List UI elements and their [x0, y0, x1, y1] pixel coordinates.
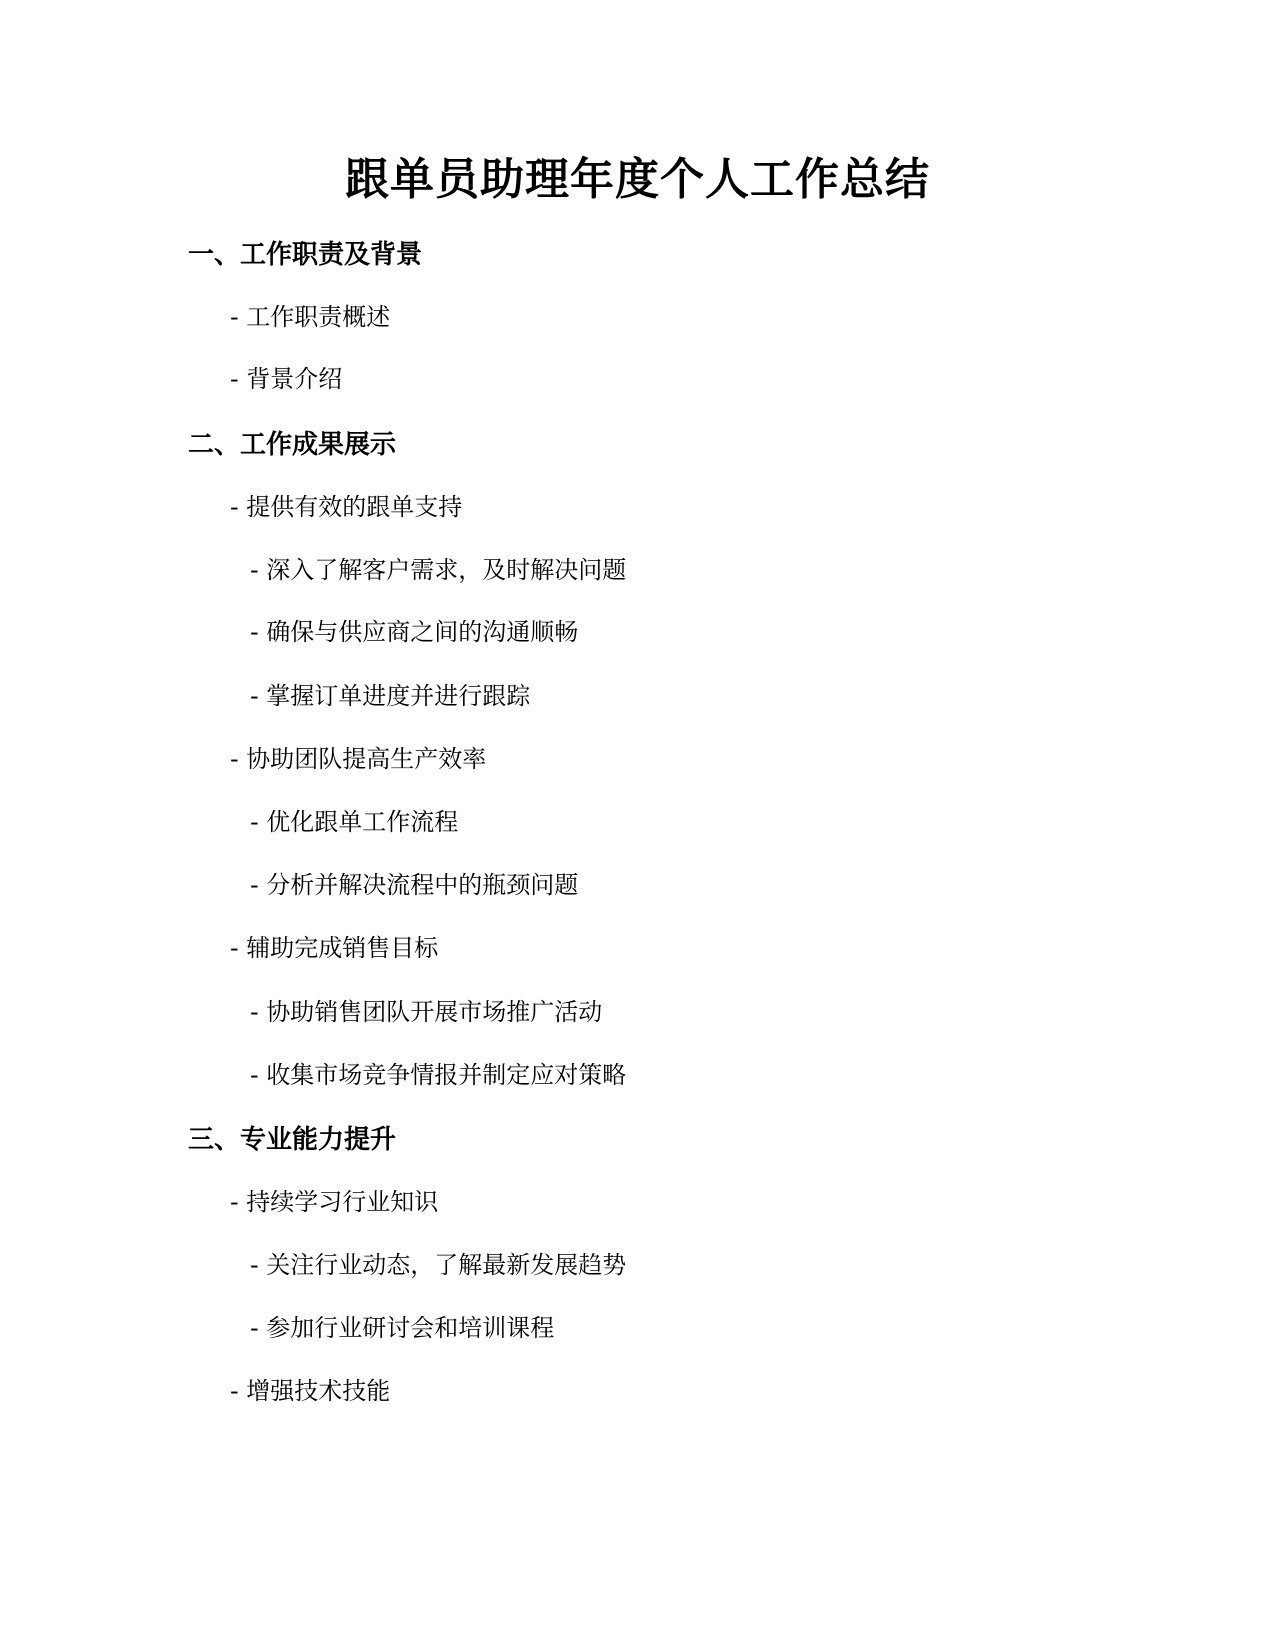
list-item: - 背景介绍 [230, 365, 343, 393]
sub-list-item: - 分析并解决流程中的瓶颈问题 [250, 871, 579, 899]
sub-list-item: - 掌握订单进度并进行跟踪 [250, 682, 531, 710]
sub-list-item: - 深入了解客户需求，及时解决问题 [250, 556, 627, 584]
list-item: - 增强技术技能 [230, 1377, 391, 1405]
list-item: - 协助团队提高生产效率 [230, 745, 487, 773]
list-item: - 提供有效的跟单支持 [230, 493, 463, 521]
sub-list-item: - 收集市场竞争情报并制定应对策略 [250, 1061, 627, 1089]
sub-list-item: - 优化跟单工作流程 [250, 808, 459, 836]
sub-list-item: - 参加行业研讨会和培训课程 [250, 1314, 555, 1342]
section-heading: 三、专业能力提升 [188, 1125, 397, 1155]
sub-list-item: - 确保与供应商之间的沟通顺畅 [250, 618, 579, 646]
section-heading: 一、工作职责及背景 [188, 240, 423, 270]
list-item: - 工作职责概述 [230, 303, 391, 331]
section-heading: 二、工作成果展示 [188, 430, 397, 460]
sub-list-item: - 关注行业动态，了解最新发展趋势 [250, 1251, 627, 1279]
sub-list-item: - 协助销售团队开展市场推广活动 [250, 998, 603, 1026]
document-title: 跟单员助理年度个人工作总结 [345, 154, 930, 205]
list-item: - 辅助完成销售目标 [230, 934, 439, 962]
list-item: - 持续学习行业知识 [230, 1188, 439, 1216]
